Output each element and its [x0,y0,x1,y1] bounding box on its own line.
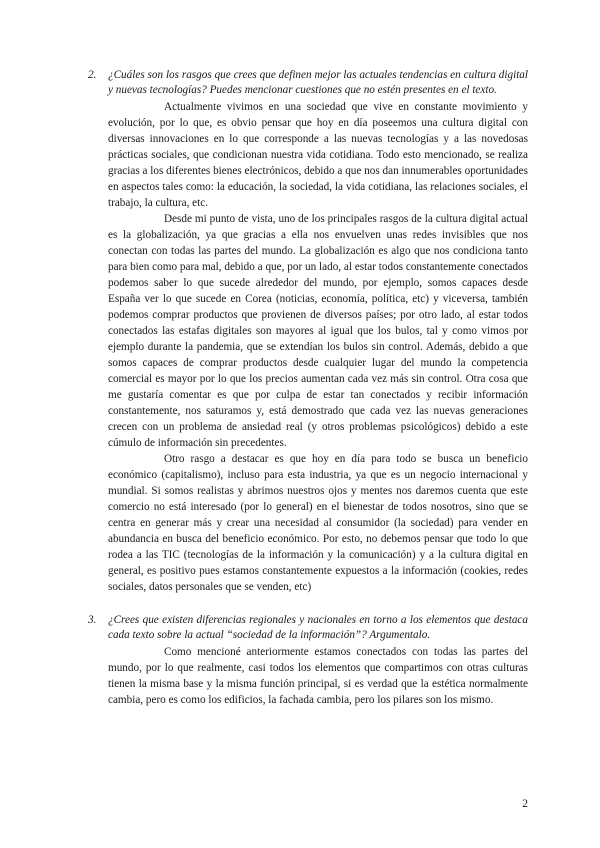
question-number: 3. [88,613,97,626]
question-text: ¿Crees que existen diferencias regionales y nacionales en torno a los elementos que destaca cada texto sobre la actual “sociedad de la información”? Argumentalo. [108,613,528,642]
question-text: ¿Cuáles son los rasgos que crees que definen mejor las actuales tendencias en cultura digital y nuevas tecnologías? Puedes mencionar cuestiones que no estén presentes en el texto. [108,69,528,97]
page-content [88,68,528,708]
page-number: 2 [522,798,528,810]
question-number: 2. [88,69,97,81]
answer-paragraph: Como mencioné anteriormente estamos conectados con todas las partes del mundo, por lo que realmente, casi todos los elementos que compartimos con otras culturas tienen la misma base y la misma función principal, si es verdad que la estética normalmente cambia, pero es como los edificios, la fachada cambia, pero los pilares son los mismo. [108,645,528,706]
section-gap [88,595,528,613]
question-3 [88,613,528,644]
answer-paragraph: Desde mi punto de vista, uno de los principales rasgos de la cultura digital actual es la globalización, ya que gracias a ella nos envuelven unas redes invisibles que nos conectan con todas las partes del mundo. La globalización es algo que nos condiciona tanto para bien como para mal, debido a que, por un lado, al estar todos constantemente conectados podemos saber lo que sucede alrededor del mundo, por ejemplo, somos capaces desde España ver lo que sucede en Corea (noticias, economía, política, etc) y viceversa, también podemos comprar productos que provienen de diversos países; por otro lado, al estar todos conectados las estafas digitales son mayores al igual que los bulos, tal y como vimos por ejemplo durante la pandemia, que se extendían los bulos sin control. Además, debido a que somos capaces de comprar productos desde cualquier lugar del mundo la competencia comercial es mayor por lo que los precios aumentan cada vez más sin control. Otra cosa que me gustaría comentar es que por culpa de estar tan conectados y recibir información constantemente, nos saturamos y, está demostrado que cada vez las nuevas generaciones crecen con un problema de ansiedad real (y otros problemas psicológicos) debido a este cúmulo de información sin precedentes. [108,212,528,449]
answer-paragraph: Actualmente vivimos en una sociedad que vive en constante movimiento y evolución, por lo que, es obvio pensar que hoy en día poseemos una cultura digital con diversas innovaciones en lo que corresponde a las nuevas tecnologías y a las novedosas prácticas sociales, que condicionan nuestra vida cotidiana. Todo esto mencionado, se realiza gracias a los diferentes bienes electrónicos, debido a que nos dan innumerables oportunidades en aspectos tales como: la educación, la sociedad, la vida cotidiana, las relaciones sociales, el trabajo, la cultura, etc. [108,100,528,209]
question-2 [88,68,528,99]
answer-paragraph: Otro rasgo a destacar es que hoy en día para todo se busca un beneficio económico (capitalismo), incluso para esta industria, ya que es un negocio internacional y mundial. Si somos realistas y abrimos nuestros ojos y mentes nos daremos cuenta que este comercio no está interesado (por lo general) en el bienestar de todos nosotros, sino que se centra en generar más y crear una necesidad al consumidor (la sociedad) para vender en abundancia en busca del beneficio económico. Por esto, no debemos pensar que todo lo que rodea a las TIC (tecnologías de la información y la comunicación) y a la cultura digital en general, es positivo pues estamos constantemente expuestos a la información (cookies, redes sociales, datos personales que se venden, etc) [108,452,528,593]
